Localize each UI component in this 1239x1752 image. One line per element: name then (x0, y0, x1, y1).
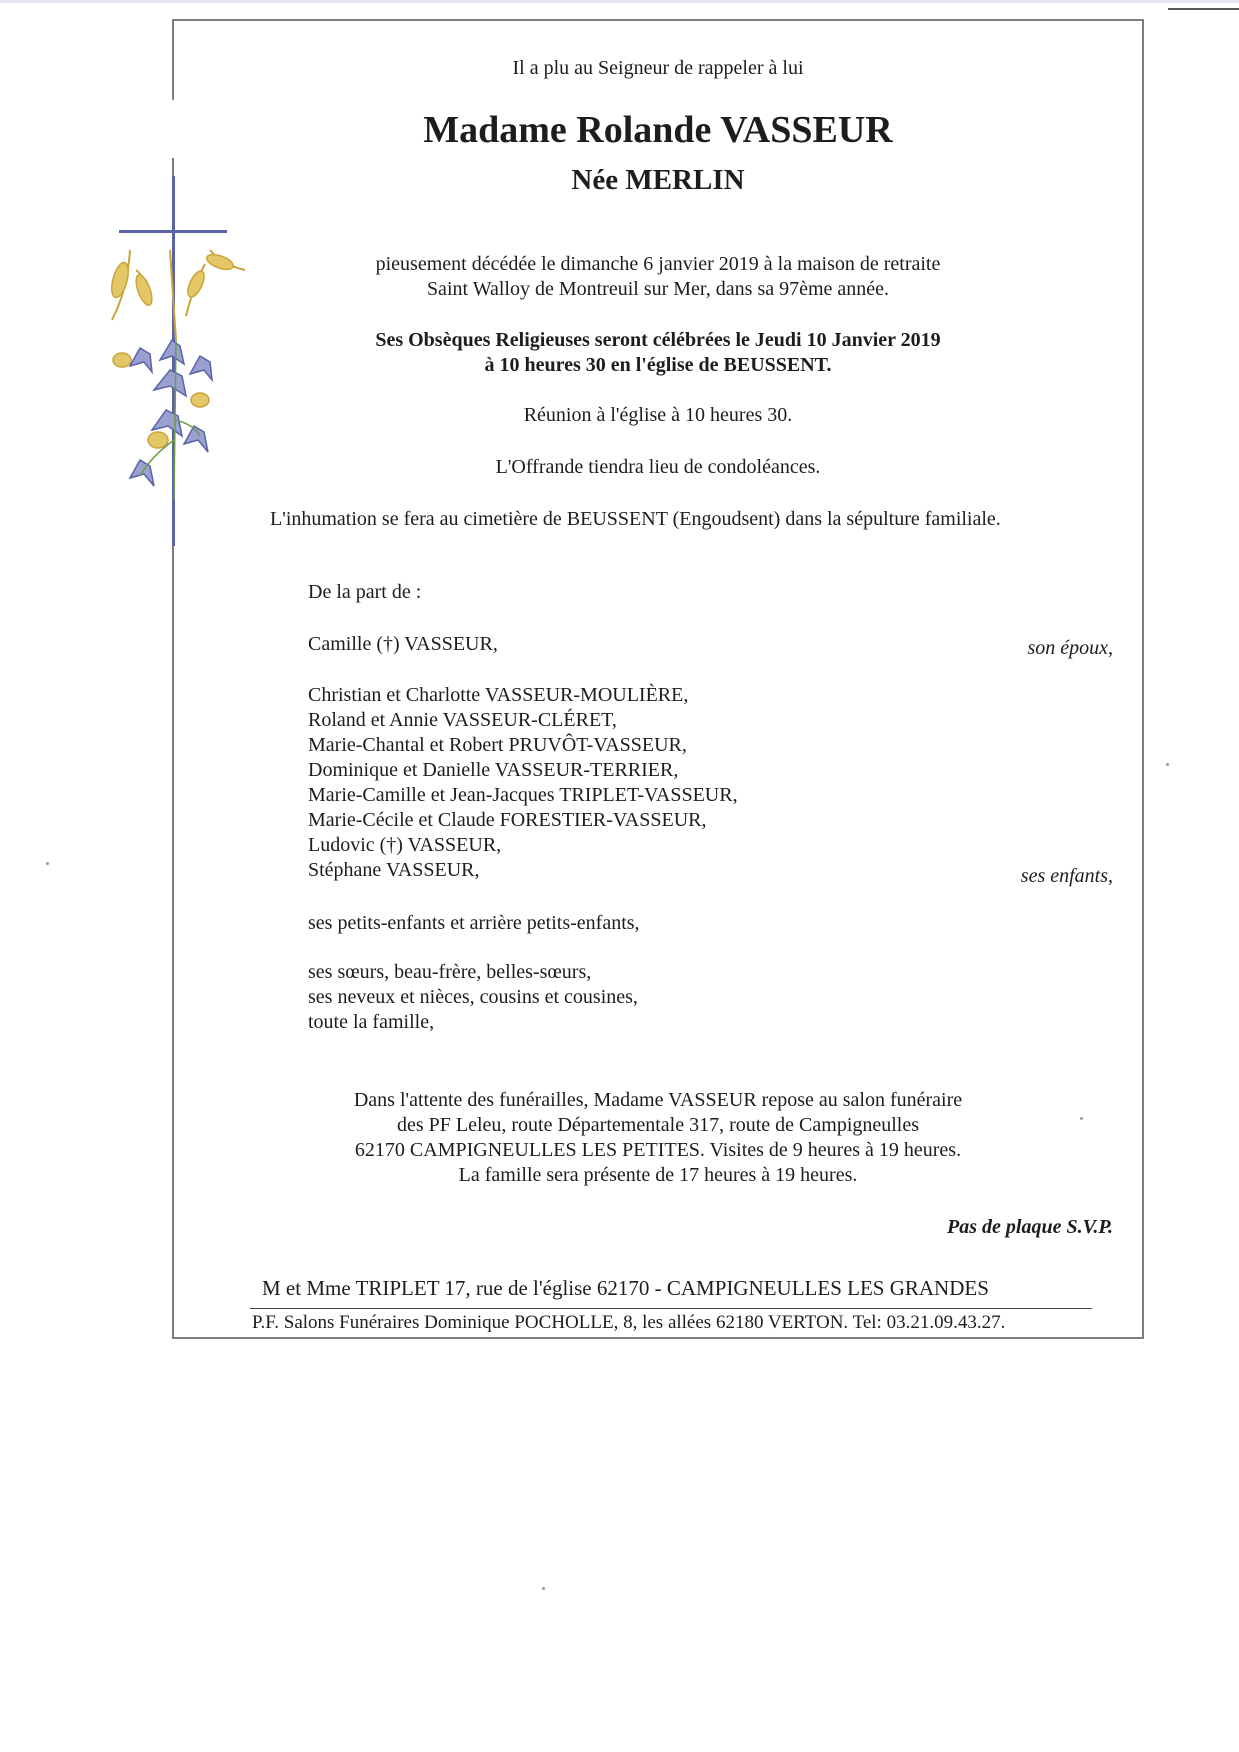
cross-horizontal (119, 230, 227, 233)
children-role: ses enfants, (1020, 865, 1113, 887)
child-1: Christian et Charlotte VASSEUR-MOULIÈRE, (308, 684, 689, 706)
death-line-2: Saint Walloy de Montreuil sur Mer, dans sa 97ème année. (426, 278, 890, 300)
child-7: Ludovic (†) VASSEUR, (308, 834, 502, 856)
child-3: Marie-Chantal et Robert PRUVÔT-VASSEUR, (308, 734, 687, 756)
scan-speck (542, 1587, 545, 1590)
death-line-1: pieusement décédée le dimanche 6 janvier 2019 à la maison de retraite (375, 253, 941, 275)
child-8: Stéphane VASSEUR, (308, 859, 480, 881)
child-4: Dominique et Danielle VASSEUR-TERRIER, (308, 759, 679, 781)
relatives-line-2: ses neveux et nièces, cousins et cousines, (308, 986, 638, 1008)
funeral-home-info: P.F. Salons Funéraires Dominique POCHOLLE, 8, les allées 62180 VERTON. Tel: 03.21.09.43.27. (252, 1312, 1006, 1333)
deceased-name: Madame Rolande VASSEUR (423, 109, 893, 151)
scan-top-edge (0, 0, 1239, 3)
scan-speck (46, 862, 49, 865)
family-address: M et Mme TRIPLET 17, rue de l'église 62170 - CAMPIGNEULLES LES GRANDES (262, 1276, 989, 1300)
spouse-role: son époux, (1027, 637, 1113, 659)
funeral-line-2: à 10 heures 30 en l'église de BEUSSENT. (484, 354, 832, 376)
gathering-text: Réunion à l'église à 10 heures 30. (523, 404, 793, 426)
funeral-line-1: Ses Obsèques Religieuses seront célébrées le Jeudi 10 Janvier 2019 (375, 329, 941, 351)
spouse-name: Camille (†) VASSEUR, (308, 633, 498, 655)
visitation-line-2: des PF Leleu, route Départementale 317, route de Campigneulles (396, 1114, 920, 1136)
child-5: Marie-Camille et Jean-Jacques TRIPLET-VASSEUR, (308, 784, 738, 806)
visitation-line-3: 62170 CAMPIGNEULLES LES PETITES. Visites de 9 heures à 19 heures. (354, 1139, 962, 1161)
burial-text: L'inhumation se fera au cimetière de BEUSSENT (Engoudsent) dans la sépulture familiale. (270, 508, 1001, 530)
maiden-name: Née MERLIN (571, 164, 745, 196)
scan-speck (1080, 1117, 1083, 1120)
grandchildren-text: ses petits-enfants et arrière petits-enfants, (308, 912, 640, 934)
child-6: Marie-Cécile et Claude FORESTIER-VASSEUR, (308, 809, 707, 831)
family-intro: De la part de : (308, 581, 422, 603)
no-plaque-note: Pas de plaque S.V.P. (947, 1216, 1113, 1238)
intro-text: Il a plu au Seigneur de rappeler à lui (512, 57, 804, 79)
relatives-line-3: toute la famille, (308, 1011, 435, 1033)
visitation-line-4: La famille sera présente de 17 heures à 19 heures. (458, 1164, 858, 1186)
child-2: Roland et Annie VASSEUR-CLÉRET, (308, 709, 617, 731)
visitation-line-1: Dans l'attente des funérailles, Madame VASSEUR repose au salon funéraire (353, 1089, 963, 1111)
relatives-line-1: ses sœurs, beau-frère, belles-sœurs, (308, 961, 592, 983)
offering-text: L'Offrande tiendra lieu de condoléances. (495, 456, 821, 478)
footer-rule (250, 1308, 1092, 1309)
scan-speck (1166, 763, 1169, 766)
scan-top-mark (1168, 8, 1239, 10)
